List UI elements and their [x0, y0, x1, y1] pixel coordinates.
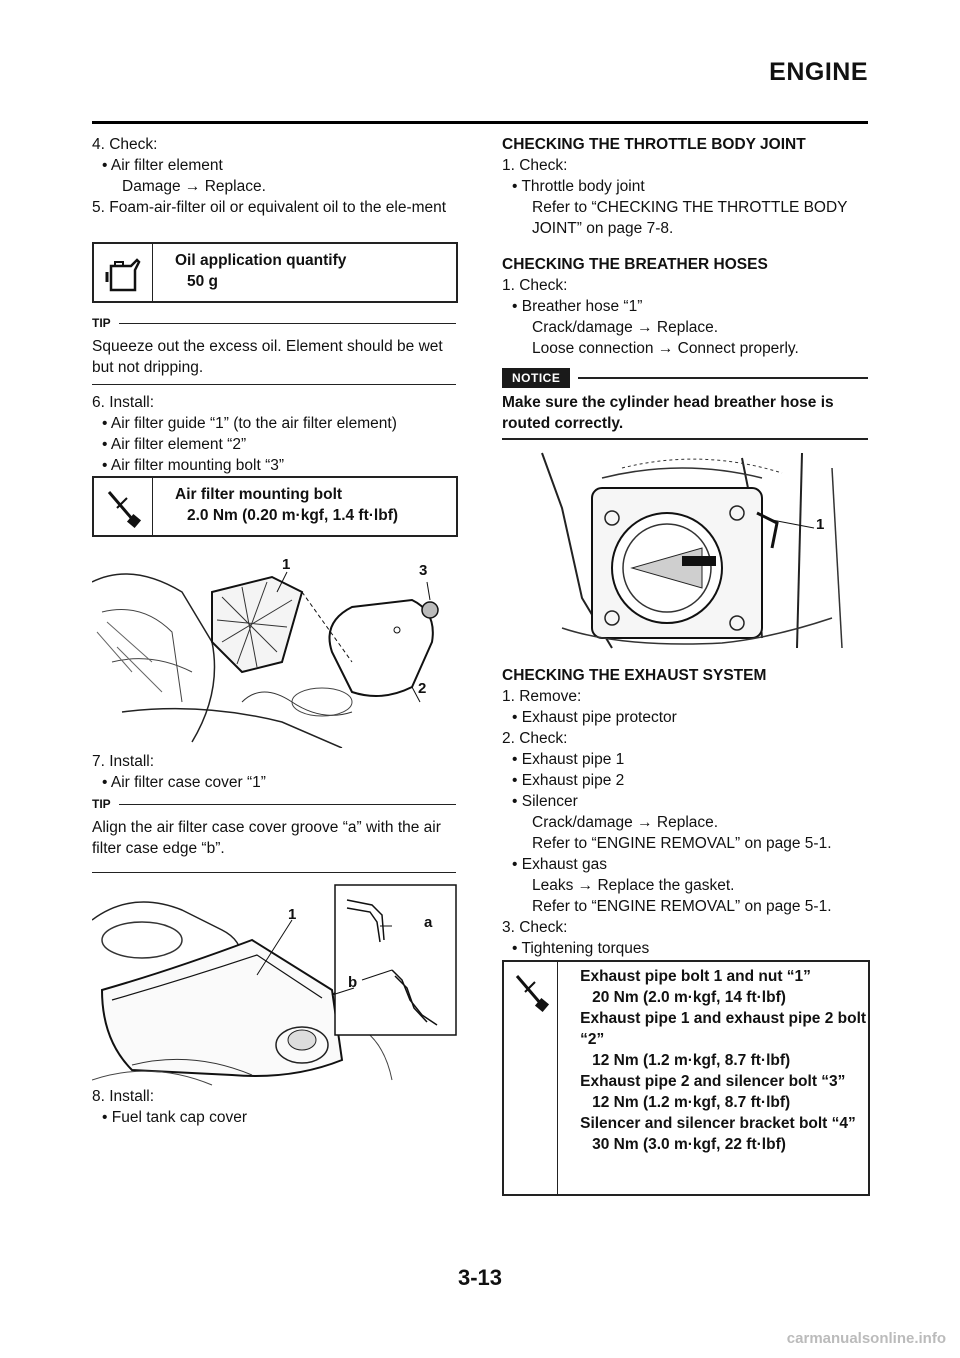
oil-quantity-box [92, 242, 458, 303]
sec3-silencer-sub-2: Refer to “ENGINE REMOVAL” on page 5-1. [532, 835, 832, 852]
torque-value-3: 12 Nm (1.2 m·kgf, 8.7 ft·lbf) [592, 1094, 791, 1111]
step-6-block [92, 392, 458, 476]
step-8-item: • Fuel tank cap cover [102, 1109, 247, 1126]
sec3-step-1-item: • Exhaust pipe protector [512, 709, 677, 726]
sec3-gas: • Exhaust gas [512, 856, 608, 873]
notice-label: NOTICE [502, 368, 570, 388]
tip-1-label: TIP [92, 316, 111, 330]
right-column-top [502, 134, 868, 239]
sec3-gas-sub-2: Refer to “ENGINE REMOVAL” on page 5-1. [532, 898, 832, 915]
left-column [92, 134, 458, 218]
step-7-item: • Air filter case cover “1” [102, 774, 266, 791]
torque-value-2: 12 Nm (1.2 m·kgf, 8.7 ft·lbf) [592, 1052, 791, 1069]
fig1-label-3: 3 [419, 562, 428, 579]
tip-2-label: TIP [92, 797, 111, 811]
sec1-ref: Refer to “CHECKING THE THROTTLE BODY JOINT” on page 7-8. [532, 199, 848, 237]
case-cover-illustration [92, 880, 458, 1090]
step-7-block [92, 751, 458, 793]
torque-value-1: 20 Nm (2.0 m·kgf, 14 ft·lbf) [592, 989, 786, 1006]
tip-2 [92, 817, 456, 859]
tip-2-end-rule [92, 872, 456, 873]
step-6-item-3: • Air filter mounting bolt “3” [102, 457, 285, 474]
sec3-step-3: 3. Check: [502, 919, 568, 936]
step-7: 7. Install: [92, 753, 155, 770]
fig1-label-1: 1 [282, 556, 291, 573]
sec3-item-1: • Exhaust pipe 1 [512, 751, 625, 768]
footer-watermark: carmanualsonline.info [786, 1330, 946, 1347]
tip-1 [92, 336, 456, 378]
oil-box-value: 50 g [187, 273, 219, 290]
sec3-silencer-sub-1: Crack/damage → Replace. [532, 814, 719, 831]
notice-body [502, 392, 868, 434]
exhaust-section [502, 665, 868, 959]
sec3-step-3-item: • Tightening torques [512, 940, 650, 957]
bolt-box-value: 2.0 Nm (0.20 m·kgf, 1.4 ft·lbf) [187, 507, 399, 524]
section-throttle-title: CHECKING THE THROTTLE BODY JOINT [502, 136, 806, 153]
sec3-item-2: • Exhaust pipe 2 [512, 772, 625, 789]
sec3-item-3: • Silencer [512, 793, 578, 810]
tip-2-text: Align the air filter case cover groove “a” with the air filter case edge “b”. [92, 819, 441, 857]
fig3-label-1: 1 [816, 516, 825, 533]
sec3-step-1: 1. Remove: [502, 688, 582, 705]
step-4-item: • Air filter element [102, 157, 223, 174]
notice-end-rule [502, 438, 868, 440]
step-6: 6. Install: [92, 394, 155, 411]
step-5: 5. Foam-air-filter oil or equivalent oil to the ele-ment [92, 199, 447, 216]
step-6-item-2: • Air filter element “2” [102, 436, 247, 453]
step-6-item-1: • Air filter guide “1” (to the air filter element) [102, 415, 397, 432]
sec3-step-2: 2. Check: [502, 730, 568, 747]
sec3-gas-sub-1: Leaks → Replace the gasket. [532, 877, 735, 894]
torque-title-3: Exhaust pipe 2 and silencer bolt “3” [580, 1073, 846, 1090]
torque-wrench-icon [504, 962, 558, 1194]
sec2-sub-2: Loose connection → Connect properly. [532, 340, 799, 357]
section-breather-title: CHECKING THE BREATHER HOSES [502, 256, 768, 273]
fig2-label-b: b [348, 974, 358, 991]
section-exhaust-title: CHECKING THE EXHAUST SYSTEM [502, 667, 767, 684]
step-8-block [92, 1086, 458, 1128]
tip-1-text: Squeeze out the excess oil. Element should be wet but not dripping. [92, 338, 443, 376]
sec2-sub-1: Crack/damage → Replace. [532, 319, 719, 336]
torque-title-4: Silencer and silencer bracket bolt “4” [580, 1115, 856, 1132]
tip-2-header [92, 797, 456, 811]
bolt-torque-box [92, 476, 458, 537]
notice-text: Make sure the cylinder head breather hose is routed correctly. [502, 394, 834, 432]
step-4: 4. Check: [92, 136, 158, 153]
air-filter-illustration [92, 552, 458, 748]
sec2-item: • Breather hose “1” [512, 298, 643, 315]
sec2-step: 1. Check: [502, 277, 568, 294]
oil-can-icon [94, 244, 153, 301]
sec1-step: 1. Check: [502, 157, 568, 174]
tip-1-header [92, 316, 456, 330]
torque-wrench-icon [94, 478, 153, 535]
breather-section [502, 254, 868, 359]
tip-1-end-rule [92, 384, 456, 385]
engine-breather-illustration [502, 448, 868, 658]
exhaust-torque-box [502, 960, 870, 1196]
step-8: 8. Install: [92, 1088, 155, 1105]
page-number: 3-13 [457, 1265, 503, 1290]
fig2-label-a: a [424, 914, 433, 931]
bolt-box-title: Air filter mounting bolt [175, 486, 343, 503]
fig1-label-2: 2 [418, 680, 427, 697]
page-title: ENGINE [769, 58, 868, 86]
torque-value-4: 30 Nm (3.0 m·kgf, 22 ft·lbf) [592, 1136, 786, 1153]
fig2-label-1: 1 [288, 906, 297, 923]
torque-title-1: Exhaust pipe bolt 1 and nut “1” [580, 968, 811, 985]
step-4-sub: Damage → Replace. [122, 178, 266, 195]
sec1-item: • Throttle body joint [512, 178, 645, 195]
oil-box-title: Oil application quantify [175, 252, 347, 269]
header-divider [92, 121, 868, 124]
torque-title-2: Exhaust pipe 1 and exhaust pipe 2 bolt “2” [580, 1010, 867, 1048]
notice-header [502, 368, 868, 388]
